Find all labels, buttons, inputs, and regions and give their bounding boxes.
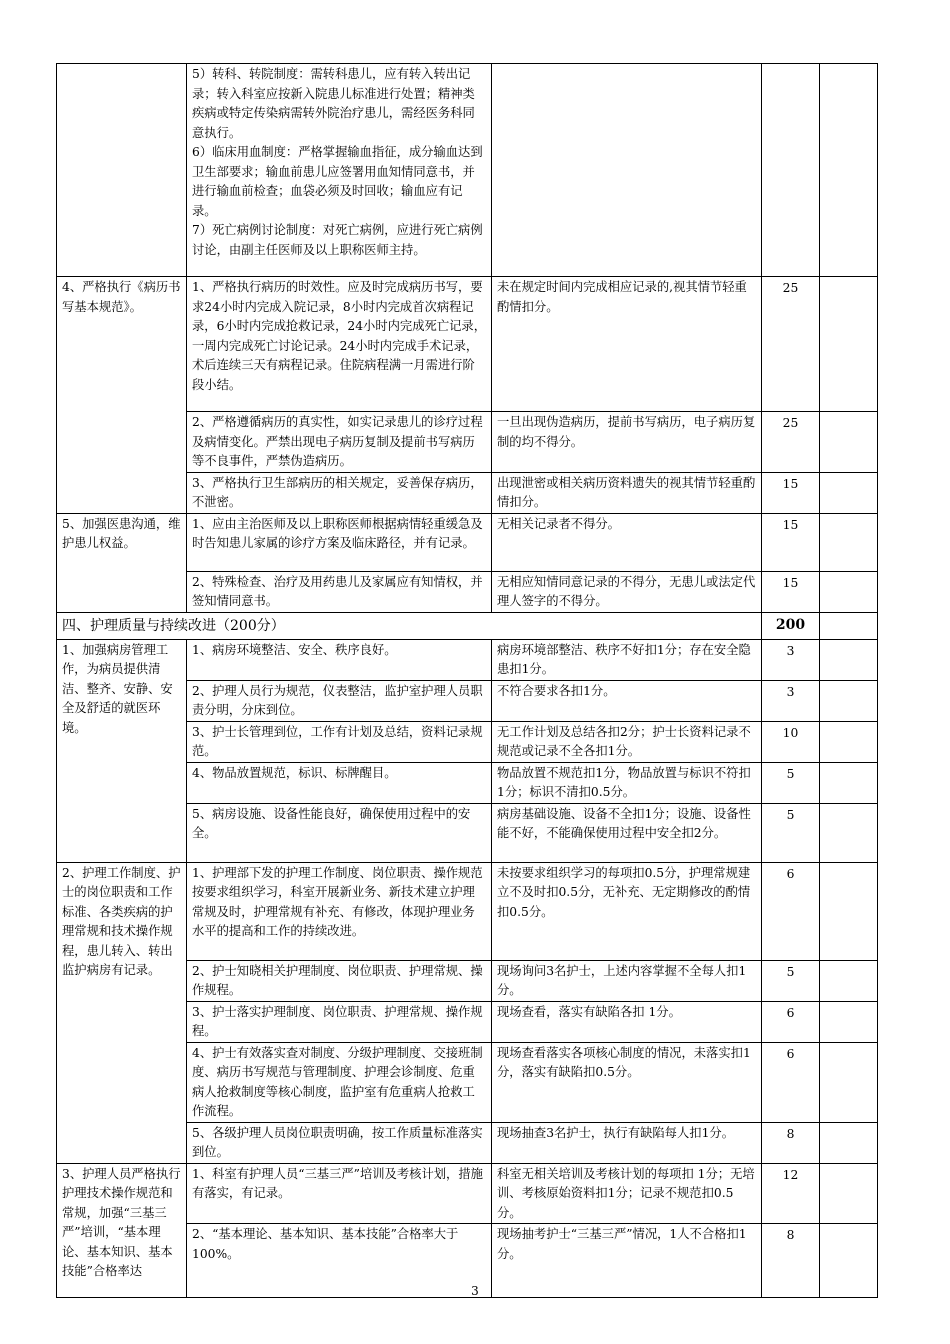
score-cell: 3 <box>762 680 820 721</box>
table-row <box>57 64 878 277</box>
section-title: 四、护理质量与持续改进（200分） <box>57 612 762 639</box>
blank-cell <box>820 571 878 612</box>
table-row <box>57 862 878 960</box>
score-cell: 15 <box>762 571 820 612</box>
requirement-cell: 3、严格执行卫生部病历的相关规定，妥善保存病历，不泄密。 <box>187 472 492 513</box>
score-cell: 6 <box>762 862 820 960</box>
requirement-cell: 1、护理部下发的护理工作制度、岗位职责、操作规范按要求组织学习，科室开展新业务、新技术建立护理常规及时，护理常规有补充、有修改，体现护理业务水平的提高和工作的持续改进。 <box>187 862 492 960</box>
standard-cell: 不符合要求各扣1分。 <box>492 680 762 721</box>
blank-cell <box>820 762 878 803</box>
score-cell: 5 <box>762 762 820 803</box>
requirement-cell: 3、护士长管理到位，工作有计划及总结，资料记录规范。 <box>187 721 492 762</box>
blank-cell <box>820 803 878 862</box>
blank-cell <box>820 412 878 473</box>
category-cell: 4、严格执行《病历书写基本规范》。 <box>57 277 187 514</box>
score-cell: 5 <box>762 960 820 1001</box>
section-header-row <box>57 612 878 639</box>
score-cell: 12 <box>762 1163 820 1224</box>
table-row <box>57 513 878 571</box>
standard-cell <box>492 64 762 277</box>
blank-cell <box>820 612 878 639</box>
requirement-cell: 3、护士落实护理制度、岗位职责、护理常规、操作规程。 <box>187 1001 492 1042</box>
blank-cell <box>820 472 878 513</box>
blank-cell <box>820 1122 878 1163</box>
score-cell: 3 <box>762 639 820 680</box>
standard-cell: 无相关记录者不得分。 <box>492 513 762 571</box>
requirement-cell: 2、护理人员行为规范，仪表整洁，监护室护理人员职责分明，分床到位。 <box>187 680 492 721</box>
score-cell: 6 <box>762 1042 820 1122</box>
standard-cell: 无相应知情同意记录的不得分，无患儿或法定代理人签字的不得分。 <box>492 571 762 612</box>
blank-cell <box>820 680 878 721</box>
requirement-cell: 4、物品放置规范，标识、标牌醒目。 <box>187 762 492 803</box>
table-row <box>57 277 878 412</box>
blank-cell <box>820 639 878 680</box>
score-cell: 8 <box>762 1122 820 1163</box>
blank-cell <box>820 1042 878 1122</box>
standard-cell: 无工作计划及总结各扣2分；护士长资料记录不规范或记录不全各扣1分。 <box>492 721 762 762</box>
requirement-cell: 5、病房设施、设备性能良好，确保使用过程中的安全。 <box>187 803 492 862</box>
standard-cell: 病房基础设施、设备不全扣1分；设施、设备性能不好，不能确保使用过程中安全扣2分。 <box>492 803 762 862</box>
blank-cell <box>820 1163 878 1224</box>
requirement-cell: 1、严格执行病历的时效性。应及时完成病历书写，要求24小时内完成入院记录，8小时内完成首次病程记录，6小时内完成抢救记录，24小时内完成死亡记录，一周内完成死亡讨论记录。24小时内完成手术记录，术后连续三天有病程记录。住院病程满一月需进行阶段小结。 <box>187 277 492 412</box>
standard-cell: 现场查看，落实有缺陷各扣 1分。 <box>492 1001 762 1042</box>
blank-cell <box>820 960 878 1001</box>
standard-cell: 现场查看落实各项核心制度的情况，未落实扣1分，落实有缺陷扣0.5分。 <box>492 1042 762 1122</box>
table-row <box>57 639 878 680</box>
evaluation-table <box>56 63 878 1298</box>
requirement-cell: 2、护士知晓相关护理制度、岗位职责、护理常规、操作规程。 <box>187 960 492 1001</box>
requirement-cell: 2、“基本理论、基本知识、基本技能”合格率大于100%。 <box>187 1224 492 1298</box>
requirement-cell: 4、护士有效落实查对制度、分级护理制度、交接班制度、病历书写规范与管理制度、护理会诊制度、危重病人抢救制度等核心制度，监护室有危重病人抢救工作流程。 <box>187 1042 492 1122</box>
requirement-cell: 5、各级护理人员岗位职责明确，按工作质量标准落实到位。 <box>187 1122 492 1163</box>
page-number: 3 <box>471 1284 479 1298</box>
standard-cell: 未在规定时间内完成相应记录的,视其情节轻重酌情扣分。 <box>492 277 762 412</box>
blank-cell <box>820 64 878 277</box>
score-cell: 6 <box>762 1001 820 1042</box>
score-cell: 10 <box>762 721 820 762</box>
requirement-cell: 1、科室有护理人员“三基三严”培训及考核计划，措施有落实，有记录。 <box>187 1163 492 1224</box>
standard-cell: 现场抽考护士“三基三严”情况，1人不合格扣1分。 <box>492 1224 762 1298</box>
standard-cell: 科室无相关培训及考核计划的每项扣 1分；无培训、考核原始资料扣1分；记录不规范扣0.5分。 <box>492 1163 762 1224</box>
standard-cell: 物品放置不规范扣1分，物品放置与标识不符扣1分；标识不清扣0.5分。 <box>492 762 762 803</box>
table-row <box>57 1163 878 1224</box>
category-cell: 3、护理人员严格执行护理技术操作规范和常规，加强“三基三严”培训，“基本理论、基本知识、基本技能”合格率达 <box>57 1163 187 1298</box>
blank-cell <box>820 513 878 571</box>
category-cell: 5、加强医患沟通，维护患儿权益。 <box>57 513 187 612</box>
blank-cell <box>820 721 878 762</box>
score-cell: 25 <box>762 277 820 412</box>
standard-cell: 未按要求组织学习的每项扣0.5分，护理常规建立不及时扣0.5分，无补充、无定期修改的酌情扣0.5分。 <box>492 862 762 960</box>
score-cell: 15 <box>762 472 820 513</box>
requirement-cell: 2、特殊检查、治疗及用药患儿及家属应有知情权，并签知情同意书。 <box>187 571 492 612</box>
requirement-cell: 1、病房环境整洁、安全、秩序良好。 <box>187 639 492 680</box>
score-cell: 15 <box>762 513 820 571</box>
category-cell <box>57 64 187 277</box>
blank-cell <box>820 1001 878 1042</box>
requirement-cell: 1、应由主治医师及以上职称医师根据病情轻重缓急及时告知患儿家属的诊疗方案及临床路径，并有记录。 <box>187 513 492 571</box>
standard-cell: 出现泄密或相关病历资料遗失的视其情节轻重酌情扣分。 <box>492 472 762 513</box>
score-cell <box>762 64 820 277</box>
section-score: 200 <box>762 612 820 639</box>
requirement-cell: 5）转科、转院制度：需转科患儿，应有转入转出记录；转入科室应按新入院患儿标准进行处置；精神类疾病或特定传染病需转外院治疗患儿，需经医务科同意执行。 6）临床用血制度：严格掌握输血指征，成分输血达到卫生部要求；输血前患儿应签署用血知情同意书，并进行输血前检查；血袋必须及时回收；输血应有记录。 7）死亡病例讨论制度：对死亡病例，应进行死亡病例讨论，由副主任医师及以上职称医师主持。 <box>187 64 492 277</box>
category-cell: 2、护理工作制度、护士的岗位职责和工作标准、各类疾病的护理常规和技术操作规程，患儿转入、转出监护病房有记录。 <box>57 862 187 1163</box>
standard-cell: 一旦出现伪造病历，提前书写病历，电子病历复制的均不得分。 <box>492 412 762 473</box>
standard-cell: 现场询问3名护士，上述内容掌握不全每人扣1分。 <box>492 960 762 1001</box>
score-cell: 25 <box>762 412 820 473</box>
requirement-cell: 2、严格遵循病历的真实性，如实记录患儿的诊疗过程及病情变化。严禁出现电子病历复制及提前书写病历等不良事件，严禁伪造病历。 <box>187 412 492 473</box>
standard-cell: 现场抽查3名护士，执行有缺陷每人扣1分。 <box>492 1122 762 1163</box>
blank-cell <box>820 862 878 960</box>
score-cell: 5 <box>762 803 820 862</box>
standard-cell: 病房环境部整洁、秩序不好扣1分；存在安全隐患扣1分。 <box>492 639 762 680</box>
blank-cell <box>820 277 878 412</box>
score-cell: 8 <box>762 1224 820 1298</box>
category-cell: 1、加强病房管理工作，为病员提供清洁、整齐、安静、安全及舒适的就医环境。 <box>57 639 187 862</box>
